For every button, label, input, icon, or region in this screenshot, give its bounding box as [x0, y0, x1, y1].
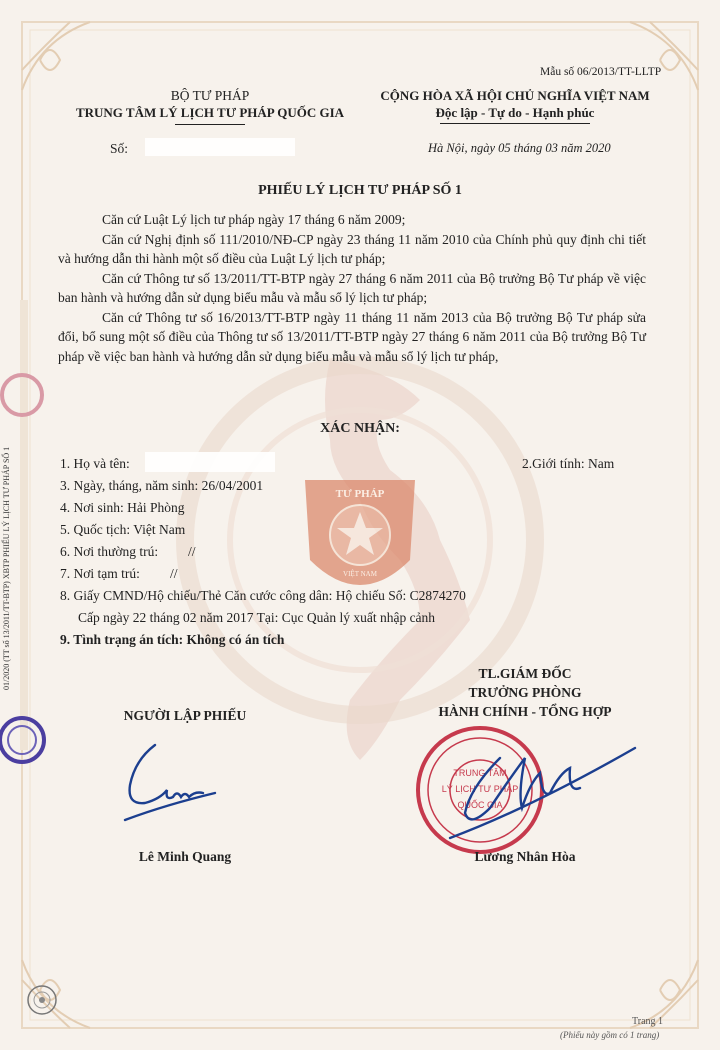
field-name: 1. Họ và tên:	[60, 456, 130, 471]
right-signer-title-2: TRƯỞNG PHÒNG	[468, 685, 582, 700]
side-margin-text: 01/2020 (TT số 13/2011/TT-BTP) XBTP PHIẾU LÝ LỊCH TƯ PHÁP SỐ 1	[2, 446, 11, 690]
document-title: PHIẾU LÝ LỊCH TƯ PHÁP SỐ 1	[258, 183, 462, 198]
country-name: CỘNG HÒA XÃ HỘI CHỦ NGHĨA VIỆT NAM	[380, 88, 650, 103]
field-dob: 3. Ngày, tháng, năm sinh: 26/04/2001	[60, 478, 264, 493]
field-temporary-value: //	[170, 566, 178, 581]
right-signer-title-1: TL.GIÁM ĐỐC	[478, 666, 572, 681]
national-motto: Độc lập - Tự do - Hạnh phúc	[435, 105, 595, 120]
field-id-issued: Cấp ngày 22 tháng 02 năm 2017 Tại: Cục Quản lý xuất nhập cảnh	[78, 610, 436, 625]
document-number-label: Số:	[110, 141, 129, 156]
center-underline	[175, 124, 245, 125]
field-birthplace: 4. Nơi sinh: Hải Phòng	[60, 500, 185, 515]
right-signer-title-3: HÀNH CHÍNH - TỔNG HỢP	[438, 704, 612, 719]
legal-basis-item: Căn cứ Nghị định số 111/2010/NĐ-CP ngày 23 tháng 11 năm 2010 của Chính phủ quy định chi tiết và hướng dẫn thi hành một số điều của Luật Lý lịch tư pháp;	[58, 231, 646, 266]
right-signature	[430, 738, 640, 848]
field-criminal-record: 9. Tình trạng án tích: Không có án tích	[60, 632, 285, 647]
field-permanent-residence: 6. Nơi thường trú:	[60, 544, 159, 559]
form-code: Mẫu số 06/2013/TT-LLTP	[540, 66, 662, 78]
confirm-heading: XÁC NHẬN:	[320, 421, 400, 436]
emblem-sublabel: VIỆT NAM	[343, 570, 377, 578]
footer-page: Trang 1	[632, 1016, 664, 1027]
field-id-document: 8. Giấy CMND/Hộ chiếu/Thẻ Căn cước công dân: Hộ chiếu Số: C2874270	[60, 588, 466, 603]
redacted-name	[145, 452, 275, 472]
field-temporary-residence: 7. Nơi tạm trú:	[60, 566, 140, 581]
legal-basis-item: Căn cứ Luật Lý lịch tư pháp ngày 17 tháng 6 năm 2009;	[102, 212, 406, 227]
emblem-label: TƯ PHÁP	[335, 488, 385, 500]
ministry-name: BỘ TƯ PHÁP	[170, 88, 250, 103]
left-signer-name: Lê Minh Quang	[138, 849, 232, 864]
seal-line-1: TRUNG TÂM	[453, 768, 507, 778]
seal-line-3: QUỐC GIA	[457, 800, 503, 810]
footer-note: (Phiếu này gồm có 1 trang)	[560, 1030, 660, 1040]
field-nationality: 5. Quốc tịch: Việt Nam	[60, 522, 186, 537]
field-gender: 2.Giới tính: Nam	[522, 456, 615, 471]
redacted-number	[145, 138, 295, 156]
side-band	[20, 300, 28, 750]
center-name: TRUNG TÂM LÝ LỊCH TƯ PHÁP QUỐC GIA	[75, 105, 345, 120]
left-signature	[115, 735, 225, 830]
motto-underline	[440, 123, 590, 124]
left-signer-title: NGƯỜI LẬP PHIẾU	[123, 708, 247, 723]
legal-basis	[58, 210, 646, 366]
seal-line-2: LÝ LỊCH TƯ PHÁP	[441, 784, 519, 794]
legal-basis-item: Căn cứ Thông tư số 13/2011/TT-BTP ngày 27 tháng 6 năm 2011 của Bộ trưởng Bộ Tư pháp về việc ban hành và hướng dẫn sử dụng biểu mẫu và mẫu sổ lý lịch tư pháp;	[58, 270, 646, 305]
legal-basis-item: Căn cứ Thông tư số 16/2013/TT-BTP ngày 11 tháng 11 năm 2013 của Bộ trưởng Bộ Tư pháp sửa đổi, bổ sung một số điều của Thông tư số 13/2011/TT-BTP ngày 27 tháng 6 năm 2011 của Bộ trưởng Bộ Tư pháp về việc ban hành và hướng dẫn sử dụng biểu mẫu và mẫu sổ lý lịch tư pháp,	[58, 309, 646, 364]
field-permanent-value: //	[188, 544, 196, 559]
right-signer-name: Lương Nhân Hòa	[474, 849, 576, 864]
place-date: Hà Nội, ngày 05 tháng 03 năm 2020	[428, 141, 611, 155]
